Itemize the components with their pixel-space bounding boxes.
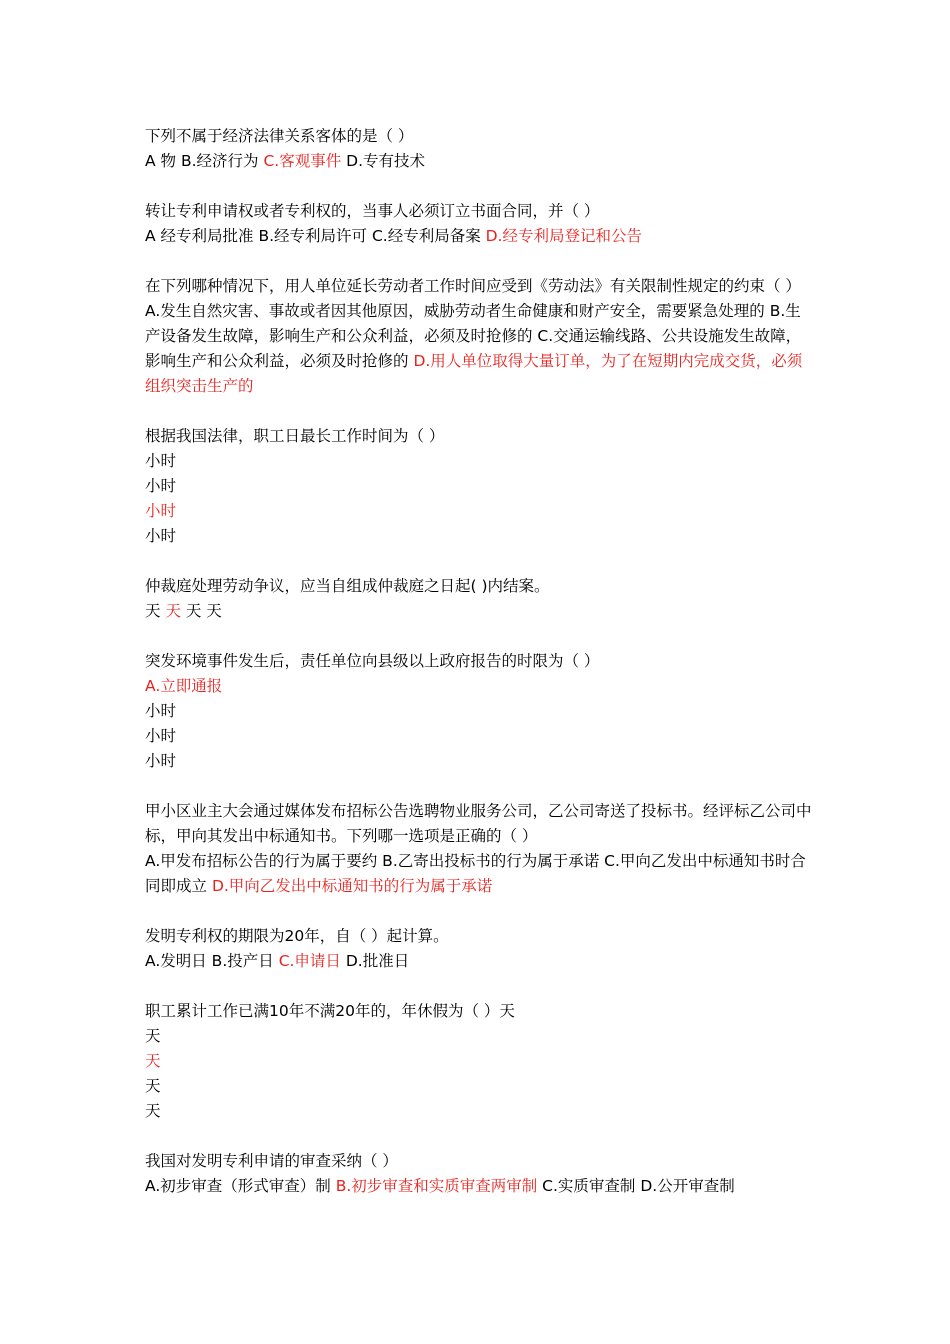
question-block	[145, 649, 813, 774]
option-item: 小时	[145, 527, 177, 545]
options-line	[145, 1174, 813, 1199]
option-item: 小时	[145, 702, 177, 720]
question-stem: 突发环境事件发生后，责任单位向县级以上政府报告的时限为（ ）	[145, 652, 600, 670]
question-block	[145, 924, 813, 974]
question-stem: 根据我国法律，职工日最长工作时间为（ ）	[145, 427, 445, 445]
question-block	[145, 199, 813, 249]
answer-option: D.经专利局登记和公告	[485, 227, 642, 245]
answer-option: A.立即通报	[145, 677, 223, 695]
option-item: 小时	[145, 727, 177, 745]
question-block	[145, 799, 813, 899]
option-text: D.专有技术	[341, 152, 426, 170]
question-block	[145, 124, 813, 174]
options-line	[145, 599, 813, 624]
answer-option: 天	[145, 1052, 161, 1070]
option-item: 小时	[145, 452, 177, 470]
question-stem: 职工累计工作已满10年不满20年的，年休假为（ ）天	[145, 1002, 515, 1020]
option-text: A 物 B.经济行为	[145, 152, 264, 170]
answer-option: C.申请日	[278, 952, 341, 970]
option-text: D.批准日	[340, 952, 410, 970]
options-line	[145, 299, 813, 399]
options-line	[145, 949, 813, 974]
question-stem: 下列不属于经济法律关系客体的是（ ）	[145, 127, 414, 145]
answer-option: 小时	[145, 502, 177, 520]
option-item: 天	[145, 1077, 161, 1095]
option-text: A.发明日 B.投产日	[145, 952, 279, 970]
answer-option: C.客观事件	[263, 152, 342, 170]
option-text: A.发生自然灾害、事故或者因其他原因，威胁劳动者生命健康和财产安全，需要紧急处理的 B.生产设备发生故障，影响生产和公众利益，必须及时抢修的 C.交通运输线路、公共设施发生故障，影响生产和公众利益，必须及时抢修的	[145, 302, 802, 370]
option-text: C.实质审查制 D.公开审查制	[537, 1177, 735, 1195]
option-text: 天 天	[180, 602, 222, 620]
option-item: 天	[145, 1027, 161, 1045]
question-block	[145, 1149, 813, 1199]
option-item: 小时	[145, 477, 177, 495]
option-item: 小时	[145, 752, 177, 770]
question-block	[145, 424, 813, 549]
options-line	[145, 149, 813, 174]
question-block	[145, 274, 813, 399]
question-stem: 我国对发明专利申请的审查采纳（ ）	[145, 1152, 398, 1170]
option-text: A.甲发布招标公告的行为属于要约 B.乙寄出投标书的行为属于承诺 C.甲向乙发出中标通知书时合同即成立	[145, 852, 806, 895]
answer-option: D.甲向乙发出中标通知书的行为属于承诺	[211, 877, 493, 895]
question-stem: 甲小区业主大会通过媒体发布招标公告选聘物业服务公司，乙公司寄送了投标书。经评标乙公司中标，甲向其发出中标通知书。下列哪一选项是正确的（ ）	[145, 802, 812, 845]
options-line	[145, 849, 813, 899]
question-stem: 转让专利申请权或者专利权的，当事人必须订立书面合同，并（ ）	[145, 202, 600, 220]
answer-option: D.用人单位取得大量订单，为了在短期内完成交货，必须组织突击生产的	[145, 352, 803, 395]
question-stem: 在下列哪种情况下，用人单位延长劳动者工作时间应受到《劳动法》有关限制性规定的约束（ ）	[145, 277, 801, 295]
question-block	[145, 999, 813, 1124]
answer-option: B.初步审查和实质审查两审制	[335, 1177, 538, 1195]
option-text: 天	[145, 602, 166, 620]
option-text: A.初步审查（形式审查）制	[145, 1177, 336, 1195]
question-block	[145, 574, 813, 624]
question-stem: 发明专利权的期限为20年，自（ ）起计算。	[145, 927, 449, 945]
option-item: 天	[145, 1102, 161, 1120]
question-stem: 仲裁庭处理劳动争议，应当自组成仲裁庭之日起( )内结案。	[145, 577, 550, 595]
option-text: A 经专利局批准 B.经专利局许可 C.经专利局备案	[145, 227, 486, 245]
options-line	[145, 224, 813, 249]
document-page	[145, 124, 813, 1224]
answer-option: 天	[165, 602, 181, 620]
